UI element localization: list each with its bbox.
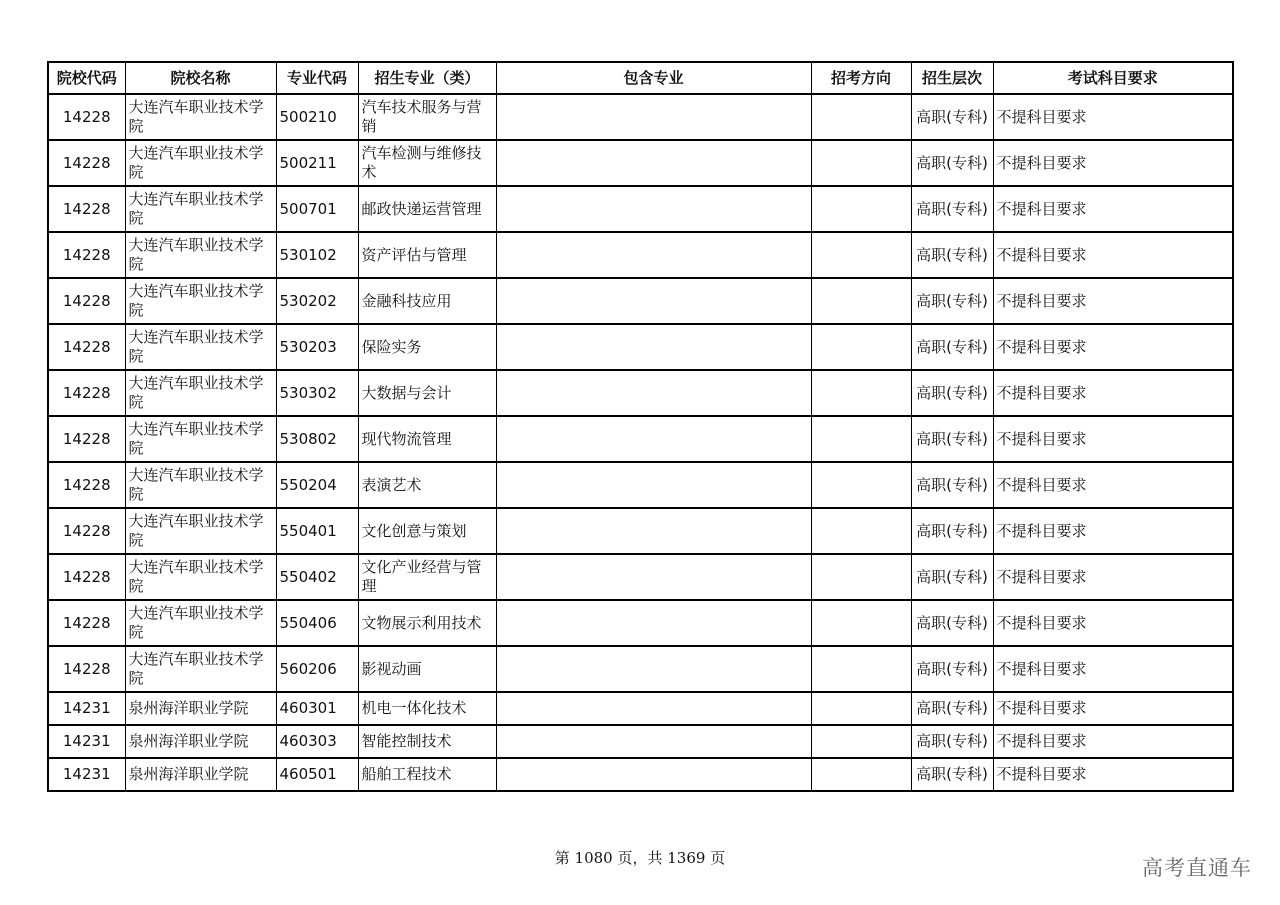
cell-direction bbox=[811, 186, 911, 232]
cell-school-name: 大连汽车职业技术学院 bbox=[125, 416, 276, 462]
cell-major-code: 550204 bbox=[276, 462, 358, 508]
cell-major-code: 460501 bbox=[276, 758, 358, 791]
cell-level: 高职(专科) bbox=[911, 94, 993, 140]
table-row bbox=[48, 370, 1233, 416]
cell-included-majors bbox=[496, 140, 811, 186]
cell-level: 高职(专科) bbox=[911, 278, 993, 324]
cell-school-code: 14228 bbox=[48, 646, 125, 692]
cell-requirement: 不提科目要求 bbox=[993, 186, 1233, 232]
cell-direction bbox=[811, 324, 911, 370]
table-row bbox=[48, 600, 1233, 646]
cell-included-majors bbox=[496, 94, 811, 140]
cell-level: 高职(专科) bbox=[911, 140, 993, 186]
cell-requirement: 不提科目要求 bbox=[993, 600, 1233, 646]
admissions-table bbox=[47, 61, 1234, 792]
table-row bbox=[48, 186, 1233, 232]
cell-school-code: 14228 bbox=[48, 508, 125, 554]
cell-included-majors bbox=[496, 758, 811, 791]
cell-school-name: 大连汽车职业技术学院 bbox=[125, 646, 276, 692]
table-row bbox=[48, 725, 1233, 758]
cell-level: 高职(专科) bbox=[911, 554, 993, 600]
cell-requirement: 不提科目要求 bbox=[993, 416, 1233, 462]
cell-direction bbox=[811, 600, 911, 646]
cell-included-majors bbox=[496, 692, 811, 725]
cell-school-code: 14228 bbox=[48, 186, 125, 232]
cell-major: 邮政快递运营管理 bbox=[358, 186, 496, 232]
cell-direction bbox=[811, 232, 911, 278]
cell-school-name: 泉州海洋职业学院 bbox=[125, 692, 276, 725]
cell-school-name: 大连汽车职业技术学院 bbox=[125, 462, 276, 508]
cell-major-code: 550402 bbox=[276, 554, 358, 600]
cell-direction bbox=[811, 140, 911, 186]
cell-school-name: 大连汽车职业技术学院 bbox=[125, 186, 276, 232]
cell-school-name: 大连汽车职业技术学院 bbox=[125, 554, 276, 600]
cell-school-code: 14228 bbox=[48, 324, 125, 370]
cell-direction bbox=[811, 692, 911, 725]
header-major: 招生专业（类） bbox=[358, 62, 496, 94]
cell-major-code: 550406 bbox=[276, 600, 358, 646]
cell-school-name: 大连汽车职业技术学院 bbox=[125, 94, 276, 140]
cell-school-code: 14228 bbox=[48, 554, 125, 600]
cell-requirement: 不提科目要求 bbox=[993, 94, 1233, 140]
cell-requirement: 不提科目要求 bbox=[993, 232, 1233, 278]
cell-school-name: 大连汽车职业技术学院 bbox=[125, 324, 276, 370]
table-row bbox=[48, 416, 1233, 462]
table-row bbox=[48, 646, 1233, 692]
cell-level: 高职(专科) bbox=[911, 462, 993, 508]
cell-direction bbox=[811, 370, 911, 416]
cell-major-code: 530202 bbox=[276, 278, 358, 324]
cell-school-name: 大连汽车职业技术学院 bbox=[125, 140, 276, 186]
cell-direction bbox=[811, 554, 911, 600]
cell-major-code: 530802 bbox=[276, 416, 358, 462]
cell-major-code: 550401 bbox=[276, 508, 358, 554]
cell-level: 高职(专科) bbox=[911, 186, 993, 232]
table-row bbox=[48, 140, 1233, 186]
cell-school-name: 大连汽车职业技术学院 bbox=[125, 508, 276, 554]
cell-school-name: 大连汽车职业技术学院 bbox=[125, 278, 276, 324]
header-major-code: 专业代码 bbox=[276, 62, 358, 94]
cell-direction bbox=[811, 416, 911, 462]
cell-direction bbox=[811, 278, 911, 324]
cell-direction bbox=[811, 758, 911, 791]
cell-school-name: 大连汽车职业技术学院 bbox=[125, 600, 276, 646]
cell-level: 高职(专科) bbox=[911, 600, 993, 646]
table-header-row bbox=[48, 62, 1233, 94]
header-level: 招生层次 bbox=[911, 62, 993, 94]
cell-requirement: 不提科目要求 bbox=[993, 692, 1233, 725]
cell-included-majors bbox=[496, 370, 811, 416]
cell-included-majors bbox=[496, 232, 811, 278]
table-row bbox=[48, 232, 1233, 278]
cell-level: 高职(专科) bbox=[911, 416, 993, 462]
cell-level: 高职(专科) bbox=[911, 692, 993, 725]
watermark: 高考直通车 bbox=[1142, 856, 1252, 880]
cell-school-code: 14231 bbox=[48, 692, 125, 725]
cell-major: 资产评估与管理 bbox=[358, 232, 496, 278]
page-number: 第 1080 页，共 1369 页 bbox=[554, 849, 726, 867]
cell-level: 高职(专科) bbox=[911, 725, 993, 758]
cell-major: 智能控制技术 bbox=[358, 725, 496, 758]
header-school-code: 院校代码 bbox=[48, 62, 125, 94]
cell-school-code: 14228 bbox=[48, 278, 125, 324]
table-row bbox=[48, 554, 1233, 600]
cell-school-code: 14228 bbox=[48, 140, 125, 186]
cell-major: 表演艺术 bbox=[358, 462, 496, 508]
cell-school-code: 14228 bbox=[48, 462, 125, 508]
cell-major: 大数据与会计 bbox=[358, 370, 496, 416]
cell-level: 高职(专科) bbox=[911, 646, 993, 692]
cell-requirement: 不提科目要求 bbox=[993, 758, 1233, 791]
cell-direction bbox=[811, 462, 911, 508]
table-row bbox=[48, 462, 1233, 508]
cell-requirement: 不提科目要求 bbox=[993, 370, 1233, 416]
cell-major: 机电一体化技术 bbox=[358, 692, 496, 725]
cell-level: 高职(专科) bbox=[911, 758, 993, 791]
cell-major: 现代物流管理 bbox=[358, 416, 496, 462]
cell-requirement: 不提科目要求 bbox=[993, 554, 1233, 600]
cell-school-code: 14228 bbox=[48, 416, 125, 462]
cell-included-majors bbox=[496, 278, 811, 324]
cell-direction bbox=[811, 725, 911, 758]
table-row bbox=[48, 94, 1233, 140]
cell-major: 文物展示利用技术 bbox=[358, 600, 496, 646]
cell-level: 高职(专科) bbox=[911, 508, 993, 554]
cell-major-code: 500211 bbox=[276, 140, 358, 186]
cell-major-code: 500701 bbox=[276, 186, 358, 232]
header-included-majors: 包含专业 bbox=[496, 62, 811, 94]
header-direction: 招考方向 bbox=[811, 62, 911, 94]
cell-requirement: 不提科目要求 bbox=[993, 508, 1233, 554]
cell-requirement: 不提科目要求 bbox=[993, 462, 1233, 508]
cell-major: 金融科技应用 bbox=[358, 278, 496, 324]
cell-level: 高职(专科) bbox=[911, 370, 993, 416]
cell-school-code: 14231 bbox=[48, 758, 125, 791]
cell-requirement: 不提科目要求 bbox=[993, 278, 1233, 324]
cell-included-majors bbox=[496, 416, 811, 462]
cell-requirement: 不提科目要求 bbox=[993, 646, 1233, 692]
cell-included-majors bbox=[496, 324, 811, 370]
table-row bbox=[48, 508, 1233, 554]
cell-major: 汽车检测与维修技术 bbox=[358, 140, 496, 186]
cell-major: 保险实务 bbox=[358, 324, 496, 370]
cell-included-majors bbox=[496, 600, 811, 646]
cell-major-code: 500210 bbox=[276, 94, 358, 140]
cell-school-code: 14228 bbox=[48, 600, 125, 646]
cell-major: 文化创意与策划 bbox=[358, 508, 496, 554]
cell-major: 汽车技术服务与营销 bbox=[358, 94, 496, 140]
cell-major: 影视动画 bbox=[358, 646, 496, 692]
cell-direction bbox=[811, 508, 911, 554]
cell-level: 高职(专科) bbox=[911, 324, 993, 370]
header-requirement: 考试科目要求 bbox=[993, 62, 1233, 94]
cell-major-code: 460301 bbox=[276, 692, 358, 725]
table-row bbox=[48, 278, 1233, 324]
cell-major-code: 530302 bbox=[276, 370, 358, 416]
cell-included-majors bbox=[496, 462, 811, 508]
cell-major-code: 460303 bbox=[276, 725, 358, 758]
table-body bbox=[48, 94, 1233, 791]
table-row bbox=[48, 758, 1233, 791]
table-row bbox=[48, 324, 1233, 370]
cell-school-name: 大连汽车职业技术学院 bbox=[125, 232, 276, 278]
cell-school-code: 14228 bbox=[48, 370, 125, 416]
cell-school-code: 14228 bbox=[48, 94, 125, 140]
cell-major: 船舶工程技术 bbox=[358, 758, 496, 791]
cell-major-code: 530203 bbox=[276, 324, 358, 370]
cell-direction bbox=[811, 94, 911, 140]
cell-included-majors bbox=[496, 554, 811, 600]
cell-school-name: 大连汽车职业技术学院 bbox=[125, 370, 276, 416]
cell-included-majors bbox=[496, 508, 811, 554]
cell-school-name: 泉州海洋职业学院 bbox=[125, 758, 276, 791]
cell-major-code: 530102 bbox=[276, 232, 358, 278]
cell-included-majors bbox=[496, 725, 811, 758]
cell-school-code: 14228 bbox=[48, 232, 125, 278]
cell-included-majors bbox=[496, 186, 811, 232]
cell-major: 文化产业经营与管理 bbox=[358, 554, 496, 600]
cell-school-name: 泉州海洋职业学院 bbox=[125, 725, 276, 758]
cell-major-code: 560206 bbox=[276, 646, 358, 692]
cell-included-majors bbox=[496, 646, 811, 692]
cell-level: 高职(专科) bbox=[911, 232, 993, 278]
cell-school-code: 14231 bbox=[48, 725, 125, 758]
cell-direction bbox=[811, 646, 911, 692]
cell-requirement: 不提科目要求 bbox=[993, 140, 1233, 186]
cell-requirement: 不提科目要求 bbox=[993, 725, 1233, 758]
table-row bbox=[48, 692, 1233, 725]
cell-requirement: 不提科目要求 bbox=[993, 324, 1233, 370]
header-school-name: 院校名称 bbox=[125, 62, 276, 94]
